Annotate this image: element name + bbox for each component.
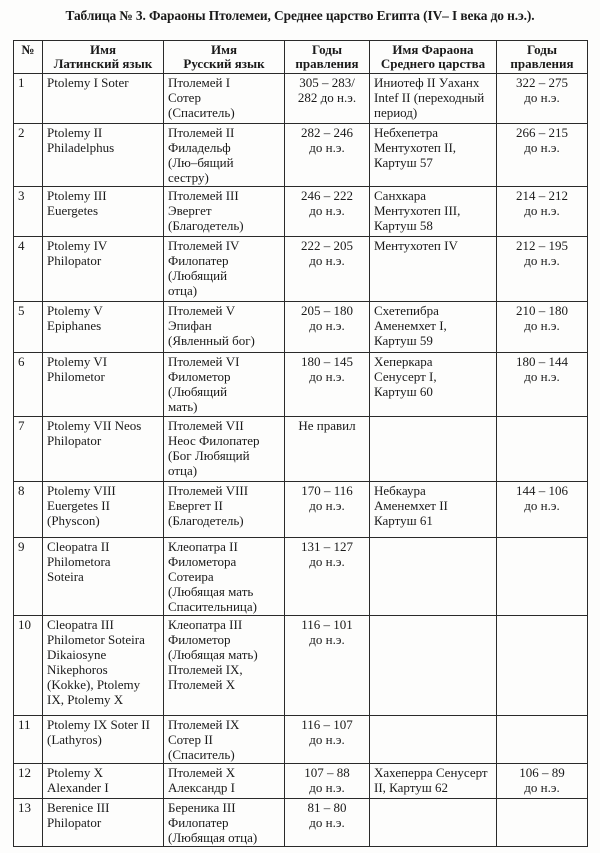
cell-latin-name: Ptolemy VI Philometor	[43, 353, 164, 417]
cell-number: 12	[14, 764, 43, 799]
cell-years: 116 – 107 до н.э.	[285, 716, 370, 764]
cell-middle-kingdom-years: 266 – 215 до н.э.	[497, 124, 588, 187]
cell-middle-kingdom-name: Небкаура Аменемхет II Картуш 61	[370, 482, 497, 538]
header-number: №	[14, 41, 43, 74]
cell-middle-kingdom-years: 214 – 212 до н.э.	[497, 187, 588, 237]
cell-years: 222 – 205 до н.э.	[285, 237, 370, 302]
cell-russian-name: Птолемей I Сотер (Спаситель)	[164, 74, 285, 124]
pharaohs-table	[13, 40, 588, 847]
cell-middle-kingdom-name	[370, 616, 497, 716]
cell-russian-name: Клеопатра II Филометора Сотеира (Любящая мать Спасительница)	[164, 538, 285, 616]
cell-middle-kingdom-years: 180 – 144 до н.э.	[497, 353, 588, 417]
cell-middle-kingdom-name: Ментухотеп IV	[370, 237, 497, 302]
cell-years: 107 – 88 до н.э.	[285, 764, 370, 799]
cell-number: 8	[14, 482, 43, 538]
cell-number: 13	[14, 799, 43, 847]
table-row	[14, 482, 588, 538]
cell-russian-name: Птолемей IV Филопатер (Любящий отца)	[164, 237, 285, 302]
cell-number: 3	[14, 187, 43, 237]
cell-middle-kingdom-name: Иниотеф II Уаханх Intef II (переходный период)	[370, 74, 497, 124]
cell-russian-name: Птолемей II Филадельф (Лю–бящий сестру)	[164, 124, 285, 187]
cell-russian-name: Птолемей X Александр I	[164, 764, 285, 799]
cell-middle-kingdom-name: Санхкара Ментухотеп III, Картуш 58	[370, 187, 497, 237]
cell-years: 205 – 180 до н.э.	[285, 302, 370, 353]
table-row	[14, 716, 588, 764]
table-row	[14, 237, 588, 302]
cell-years: 180 – 145 до н.э.	[285, 353, 370, 417]
cell-latin-name: Ptolemy X Alexander I	[43, 764, 164, 799]
cell-years: 131 – 127 до н.э.	[285, 538, 370, 616]
cell-russian-name: Птолемей IX Сотер II (Спаситель)	[164, 716, 285, 764]
cell-number: 1	[14, 74, 43, 124]
cell-russian-name: Птолемей V Эпифан (Явленный бог)	[164, 302, 285, 353]
table-row	[14, 799, 588, 847]
cell-number: 9	[14, 538, 43, 616]
cell-middle-kingdom-years	[497, 716, 588, 764]
cell-middle-kingdom-years	[497, 799, 588, 847]
cell-years: 170 – 116 до н.э.	[285, 482, 370, 538]
cell-years: 116 – 101 до н.э.	[285, 616, 370, 716]
cell-middle-kingdom-name: Небхепетра Ментухотеп II, Картуш 57	[370, 124, 497, 187]
table-row	[14, 417, 588, 482]
table-body	[14, 74, 588, 847]
cell-russian-name: Клеопатра III Филометор (Любящая мать) Птолемей IX, Птолемей X	[164, 616, 285, 716]
cell-middle-kingdom-name	[370, 799, 497, 847]
cell-latin-name: Cleopatra II Philometora Soteira	[43, 538, 164, 616]
cell-middle-kingdom-name: Хеперкара Сенусерт I, Картуш 60	[370, 353, 497, 417]
header-years: Годы правления	[285, 41, 370, 74]
cell-latin-name: Ptolemy VII Neos Philopator	[43, 417, 164, 482]
cell-years: Не правил	[285, 417, 370, 482]
cell-middle-kingdom-years: 210 – 180 до н.э.	[497, 302, 588, 353]
cell-number: 11	[14, 716, 43, 764]
table-row	[14, 353, 588, 417]
cell-number: 4	[14, 237, 43, 302]
cell-latin-name: Ptolemy III Euergetes	[43, 187, 164, 237]
cell-latin-name: Ptolemy II Philadelphus	[43, 124, 164, 187]
cell-latin-name: Ptolemy IV Philopator	[43, 237, 164, 302]
cell-latin-name: Cleopatra III Philometor Soteira Dikaiosyne Nikephoros (Kokke), Ptolemy IX, Ptolemy X	[43, 616, 164, 716]
header-middle-kingdom-years: Годы правления	[497, 41, 588, 74]
cell-number: 7	[14, 417, 43, 482]
table-row	[14, 124, 588, 187]
cell-number: 10	[14, 616, 43, 716]
cell-years: 81 – 80 до н.э.	[285, 799, 370, 847]
cell-russian-name: Птолемей III Эвергет (Благодетель)	[164, 187, 285, 237]
table-row	[14, 538, 588, 616]
table-row	[14, 616, 588, 716]
cell-russian-name: Береника III Филопатер (Любящая отца)	[164, 799, 285, 847]
cell-middle-kingdom-years	[497, 417, 588, 482]
table-title: Таблица № 3. Фараоны Птолемеи, Среднее царство Египта (IV– I века до н.э.).	[65, 8, 535, 23]
header-latin-name: Имя Латинский язык	[43, 41, 164, 74]
header-russian-name: Имя Русский язык	[164, 41, 285, 74]
cell-years: 305 – 283/ 282 до н.э.	[285, 74, 370, 124]
cell-number: 5	[14, 302, 43, 353]
cell-latin-name: Ptolemy VIII Euergetes II (Physcon)	[43, 482, 164, 538]
cell-middle-kingdom-years	[497, 616, 588, 716]
cell-middle-kingdom-years: 144 – 106 до н.э.	[497, 482, 588, 538]
cell-number: 6	[14, 353, 43, 417]
cell-latin-name: Ptolemy I Soter	[43, 74, 164, 124]
cell-russian-name: Птолемей VIII Евергет II (Благодетель)	[164, 482, 285, 538]
cell-middle-kingdom-name: Схетепибра Аменемхет I, Картуш 59	[370, 302, 497, 353]
cell-middle-kingdom-years: 212 – 195 до н.э.	[497, 237, 588, 302]
cell-middle-kingdom-name	[370, 716, 497, 764]
header-row	[14, 41, 588, 74]
header-middle-kingdom-name: Имя Фараона Среднего царства	[370, 41, 497, 74]
cell-middle-kingdom-years: 106 – 89 до н.э.	[497, 764, 588, 799]
table-row	[14, 74, 588, 124]
cell-years: 282 – 246 до н.э.	[285, 124, 370, 187]
cell-middle-kingdom-years	[497, 538, 588, 616]
cell-middle-kingdom-years: 322 – 275 до н.э.	[497, 74, 588, 124]
cell-latin-name: Ptolemy IX Soter II (Lathyros)	[43, 716, 164, 764]
cell-years: 246 – 222 до н.э.	[285, 187, 370, 237]
cell-number: 2	[14, 124, 43, 187]
cell-latin-name: Ptolemy V Epiphanes	[43, 302, 164, 353]
cell-latin-name: Berenice III Philopator	[43, 799, 164, 847]
cell-russian-name: Птолемей VI Филометор (Любящий мать)	[164, 353, 285, 417]
table-row	[14, 187, 588, 237]
cell-middle-kingdom-name	[370, 417, 497, 482]
cell-middle-kingdom-name	[370, 538, 497, 616]
cell-middle-kingdom-name: Хахеперра Сенусерт II, Картуш 62	[370, 764, 497, 799]
table-row	[14, 302, 588, 353]
cell-russian-name: Птолемей VII Неос Филопатер (Бог Любящий отца)	[164, 417, 285, 482]
table-row	[14, 764, 588, 799]
